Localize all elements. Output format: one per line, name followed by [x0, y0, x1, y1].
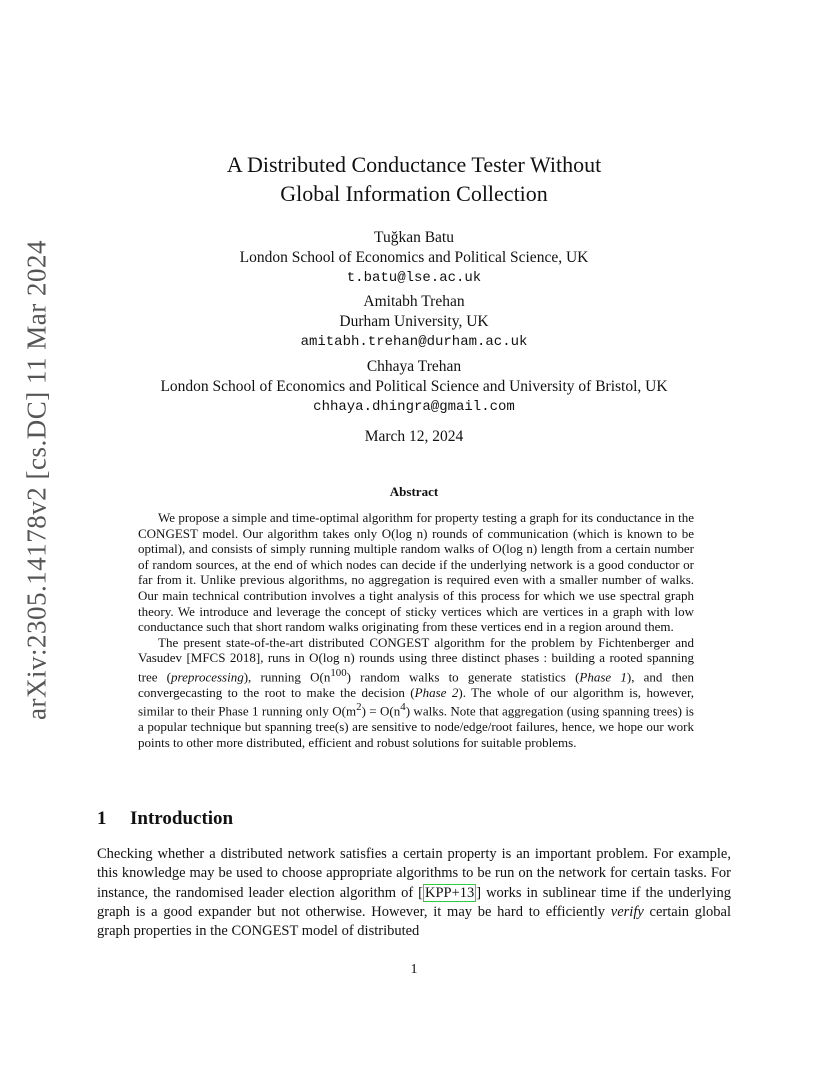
author-block-1 [0, 228, 828, 288]
section-heading-introduction [97, 808, 233, 830]
section-title: Introduction [130, 808, 234, 829]
citation-link[interactable]: KPP+13 [424, 884, 475, 901]
abstract-heading: Abstract [389, 484, 439, 499]
section-number: 1 [97, 808, 107, 829]
author-email[interactable]: chhaya.dhingra@gmail.com [313, 399, 515, 415]
author-affiliation: Durham University, UK [339, 313, 489, 330]
abstract-body [138, 510, 694, 751]
author-email[interactable]: t.batu@lse.ac.uk [346, 270, 482, 286]
author-block-3 [0, 357, 828, 417]
introduction-paragraph: Checking whether a distributed network satisfies a certain property is an important problem. For example, this knowledge may be used to choose appropriate algorithms to be run on the network for certain tasks. For instance, the randomised leader election algorithm of [ KPP+13 ] works in sublinear time if the underlying graph is a good expander but not otherwise. However, it may be hard to efficiently verify certain global graph properties in the CONGEST model of distributed [97, 846, 731, 940]
author-affiliation: London School of Economics and Political Science and University of Bristol, UK [160, 378, 668, 395]
phase1-term: Phase 1 [579, 669, 627, 685]
paper-title [0, 150, 828, 208]
page-number: 1 [410, 962, 418, 977]
author-name: Chhaya Trehan [366, 358, 462, 375]
preprocessing-term: preprocessing [171, 669, 244, 685]
abstract-paragraph-1: We propose a simple and time-optimal algorithm for property testing a graph for its conductance in the CONGEST model. Our algorithm takes only O(log n) rounds of communication (which is known to be optimal), and consists of simply running multiple random walks of O(log n) length from a certain number of random sources, at the end of which nodes can decide if the underlying network is a good conductor or far from it. Unlike previous algorithms, no aggregation is required even with a smaller number of walks. Our main technical contribution involves a tight analysis of this process for which we use spectral graph theory. We introduce and leverage the concept of sticky vertices which are vertices in a graph with low conductance such that short random walks originating from these vertices end in a region around them. [138, 510, 694, 635]
title-line-2: Global Information Collection [280, 181, 548, 206]
verify-term: verify [610, 903, 644, 920]
author-affiliation: London School of Economics and Political Science, UK [239, 249, 589, 266]
arxiv-identifier: arXiv:2305.14178v2 [cs.DC] 11 Mar 2024 [21, 240, 52, 720]
author-name: Tuğkan Batu [374, 229, 454, 246]
author-block-2 [0, 292, 828, 352]
paper-date: March 12, 2024 [364, 428, 464, 445]
abstract-paragraph-2: The present state-of-the-art distributed CONGEST algorithm for the problem by Fichtenberger and Vasudev [MFCS 2018], runs in O(log n) rounds using three distinct phases : building a rooted spanning tree (preprocessing), running $O(n^{100})$ random walks to generate statistics (Phase 1), and then convergecasting to the root to make the decision (Phase 2). The whole of our algorithm is, however, similar to their Phase 1 running only $O(m^2) = O(n^4)$ walks. Note that aggregation (using spanning trees) is a popular technique but spanning tree(s) are sensitive to node/edge/root failures, hence, we hope our work points to other more distributed, efficient and robust solutions for suitable problems. [138, 634, 694, 750]
author-name: Amitabh Trehan [363, 293, 465, 310]
author-email[interactable]: amitabh.trehan@durham.ac.uk [300, 334, 528, 350]
title-line-1: A Distributed Conductance Tester Without [226, 152, 602, 177]
phase2-term: Phase 2 [414, 684, 459, 700]
